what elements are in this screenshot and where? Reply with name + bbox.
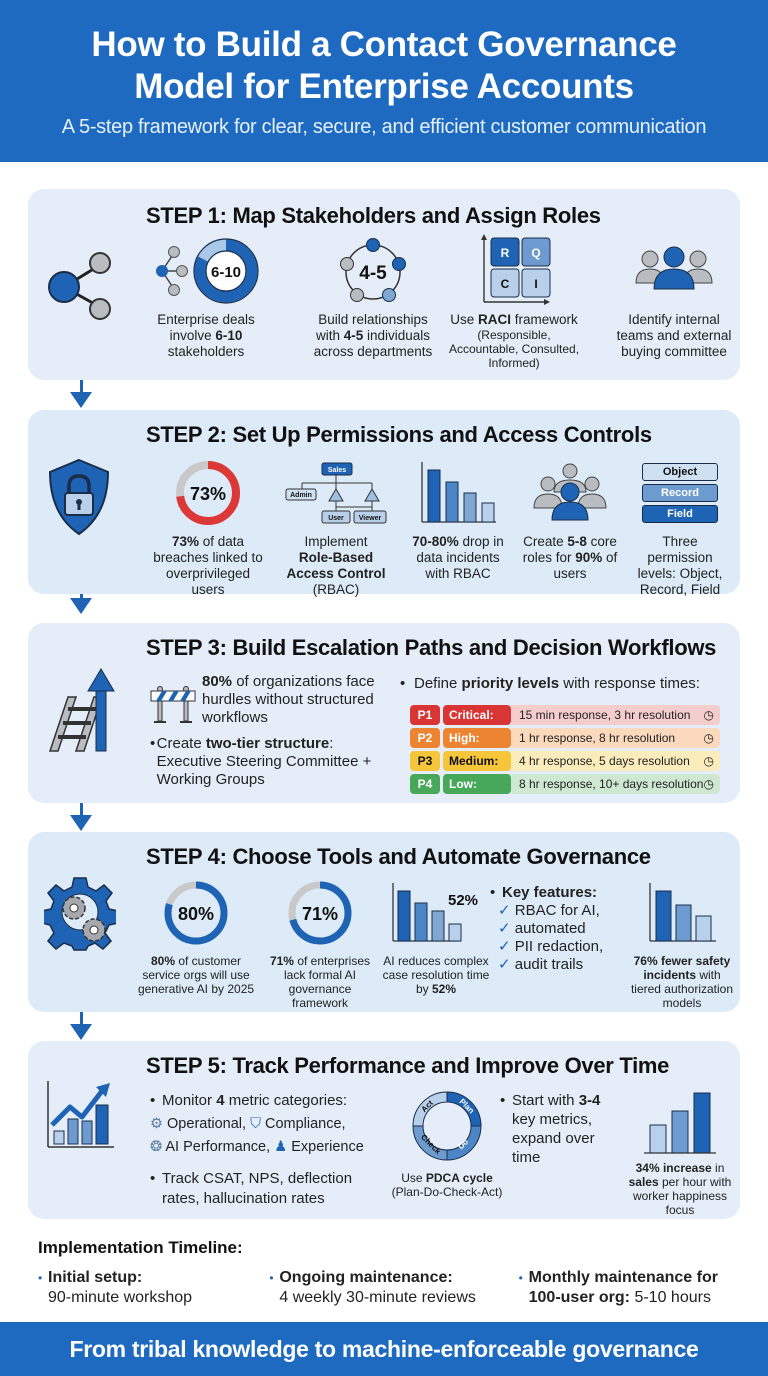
buying-committee-caption: Identify internal teams and external buying committee [616, 312, 732, 359]
title-line-1: How to Build a Contact Governance [91, 25, 677, 64]
priority-table [410, 705, 720, 797]
level-record: Record [642, 484, 718, 502]
step-2-card [28, 410, 740, 597]
donut-73-icon [174, 459, 242, 527]
level-object: Object [642, 463, 718, 481]
declining-bars-icon [418, 460, 498, 526]
svg-text:Sales: Sales [327, 467, 347, 474]
incident-drop-caption: 70-80% drop in data incidents with RBAC [412, 534, 504, 581]
category-row: ⚙ Operational, ⛉ Compliance, [150, 1116, 346, 1132]
step-1-title: STEP 1: Map Stakeholders and Assign Roles [146, 203, 601, 228]
hurdles-text: 80% of organizations face hurdles without structured workflows [202, 673, 375, 726]
priority-level: High: [443, 728, 511, 748]
level-field: Field [642, 505, 718, 523]
svg-text:Admin: Admin [290, 492, 312, 499]
arrow-down-icon [70, 815, 92, 831]
timeline-item-setup: • Initial setup: 90-minute workshop [38, 1269, 193, 1306]
svg-text:R: R [500, 246, 510, 260]
safety-incidents-stat [628, 878, 736, 1010]
clock-icon: ◷ [703, 731, 714, 745]
rbac-stat [274, 458, 398, 598]
svg-text:73%: 73% [189, 484, 227, 504]
priority-row-p4 [410, 774, 720, 794]
pdca-cycle [382, 1083, 512, 1199]
timeline-item-monthly: • Monthly maintenance for 100-user org: 5-10 hours [518, 1269, 718, 1306]
people-group-icon [634, 245, 714, 295]
user-roles-icon [532, 462, 608, 524]
title-line-2: Model for Enterprise Accounts [134, 67, 634, 106]
relationships-caption: Build relationships with 4-5 individuals across departments [313, 312, 433, 359]
stakeholder-ring-icon [150, 235, 262, 305]
svg-text:Plan: Plan [457, 1097, 476, 1116]
priority-code: P1 [410, 705, 440, 725]
core-roles-stat [520, 458, 620, 582]
org-chart-icon [284, 461, 388, 525]
svg-text:71%: 71% [301, 904, 339, 924]
arrow-down-icon [70, 598, 92, 614]
svg-text:Q: Q [531, 246, 541, 260]
priority-desc: 4 hr response, 5 days resolution ◷ [511, 751, 720, 771]
incident-drop-stat [408, 458, 508, 582]
safety-incidents-caption: 76% fewer safety incidents with tiered authorization models [630, 954, 734, 1010]
timeline-item-ongoing: • Ongoing maintenance: 4 weekly 30-minute reviews [269, 1269, 476, 1306]
two-tier-bullet: • Create two-tier structure: Executive Steering Committee + Working Groups [150, 735, 372, 788]
step-4-title: STEP 4: Choose Tools and Automate Governance [146, 844, 651, 869]
priority-row-p1 [410, 705, 720, 725]
priority-level: Critical: [443, 705, 511, 725]
ladder-arrow-icon [46, 667, 118, 758]
start-metrics-bullet: • Start with 3-4 key metrics, expand over time [500, 1092, 601, 1166]
growth-chart-icon [44, 1079, 116, 1154]
svg-text:Do: Do [456, 1137, 471, 1152]
implementation-timeline [38, 1238, 738, 1308]
timeline-title: Implementation Timeline: [38, 1238, 243, 1257]
stakeholders-stat [146, 234, 266, 360]
gears-icon [44, 876, 116, 957]
arrow-down-icon [70, 1024, 92, 1040]
share-network-icon [42, 241, 122, 326]
priority-level: Low: [443, 774, 511, 794]
raci-matrix-icon [474, 234, 554, 306]
ai-governance-stat [260, 878, 380, 1010]
shield-check-icon: ⛉ [250, 1116, 261, 1132]
safety-bars-icon [646, 881, 718, 945]
step-1-card [28, 189, 740, 380]
priority-code: P3 [410, 751, 440, 771]
breaches-caption: 73% of data breaches linked to overprivileged users [153, 534, 263, 597]
core-roles-caption: Create 5-8 core roles for 90% of users [522, 534, 618, 581]
permission-levels-stat [628, 458, 732, 598]
feature-item: ✓ RBAC for AI, [498, 902, 600, 919]
page-subtitle: A 5-step framework for clear, secure, and efficient customer communication [61, 116, 707, 138]
priority-desc: 8 hr response, 10+ days resolution ◷ [511, 774, 720, 794]
monitor-bullet: • Monitor 4 metric categories: [150, 1092, 348, 1109]
key-features-heading: • Key features: [490, 884, 598, 901]
clock-icon: ◷ [703, 708, 714, 722]
key-features-list [490, 884, 640, 974]
pdca-caption: Use PDCA cycle (Plan-Do-Check-Act) [391, 1171, 503, 1199]
footer-banner: From tribal knowledge to machine-enforceable governance [0, 1322, 768, 1376]
check-icon: ✓ [498, 938, 511, 955]
priority-desc: 15 min response, 3 hr resolution ◷ [511, 705, 720, 725]
svg-text:52%: 52% [447, 892, 479, 909]
priority-code: P2 [410, 728, 440, 748]
svg-text:6-10: 6-10 [210, 264, 242, 281]
category-row: ❂ AI Performance, ♟ Experience [150, 1139, 364, 1155]
donut-71-icon [286, 879, 354, 947]
step-4-card [28, 832, 740, 1012]
priority-row-p2 [410, 728, 720, 748]
donut-80-icon [162, 879, 230, 947]
svg-text:Viewer: Viewer [358, 515, 382, 522]
pdca-cycle-icon [407, 1086, 487, 1166]
brain-icon: ❂ [150, 1139, 163, 1155]
track-bullet: • Track CSAT, NPS, deflection rates, hallucination rates [150, 1170, 353, 1207]
clock-icon: ◷ [703, 777, 714, 791]
feature-item: ✓ audit trails [498, 956, 584, 973]
priority-level: Medium: [443, 751, 511, 771]
priority-desc: 1 hr response, 8 hr resolution ◷ [511, 728, 720, 748]
feature-item: ✓ PII redaction, [498, 938, 604, 955]
page-title [0, 0, 768, 108]
step-5-title: STEP 5: Track Performance and Improve Over Time [146, 1053, 670, 1078]
step-3-title: STEP 3: Build Escalation Paths and Decision Workflows [146, 635, 717, 660]
pentagon-network-icon [335, 235, 411, 305]
barrier-icon [150, 683, 196, 723]
shield-lock-icon [46, 458, 112, 543]
step-3-card [28, 623, 740, 803]
step-2-title: STEP 2: Set Up Permissions and Access Controls [146, 422, 652, 447]
priority-code: P4 [410, 774, 440, 794]
svg-text:Check: Check [419, 1132, 443, 1156]
check-icon: ✓ [498, 902, 511, 919]
feature-item: ✓ automated [498, 920, 586, 937]
genai-adoption-caption: 80% of customer service orgs will use generative AI by 2025 [137, 954, 255, 996]
person-icon: ♟ [274, 1139, 288, 1155]
stakeholders-caption: Enterprise deals involve 6-10 stakeholders [157, 312, 255, 359]
ai-governance-caption: 71% of enterprises lack formal AI governance framework [269, 954, 371, 1010]
raci-stat [443, 234, 585, 370]
metric-categories [150, 1091, 390, 1209]
rising-bars-icon [640, 1091, 720, 1155]
svg-text:80%: 80% [177, 904, 215, 924]
raci-subcaption: (Responsible, Accountable, Consulted, Informed) [448, 328, 580, 370]
permission-levels-caption: Three permission levels: Object, Record, Field [637, 534, 723, 597]
priority-row-p3 [410, 751, 720, 771]
gear-icon: ⚙ [150, 1116, 163, 1132]
sales-increase-caption: 34% increase in sales per hour with worker happiness focus [628, 1161, 732, 1217]
svg-text:C: C [500, 277, 510, 291]
step-5-card [28, 1041, 740, 1219]
resolution-time-stat [380, 878, 492, 996]
resolution-time-caption: AI reduces complex case resolution time by 52% [382, 954, 490, 996]
rbac-caption: Implement Role-Based Access Control (RBAC) [286, 534, 386, 597]
check-icon: ✓ [498, 920, 511, 937]
relationships-stat [308, 234, 438, 360]
priority-intro: • Define priority levels with response times: [400, 675, 700, 692]
sales-increase-stat [624, 1087, 736, 1217]
genai-adoption-stat [136, 878, 256, 996]
svg-text:4-5: 4-5 [359, 263, 387, 284]
check-icon: ✓ [498, 956, 511, 973]
header-banner [0, 0, 768, 162]
clock-icon: ◷ [703, 754, 714, 768]
arrow-down-icon [70, 392, 92, 408]
workflow-hurdles [150, 673, 398, 789]
breaches-stat [148, 458, 268, 598]
svg-text:I: I [534, 277, 538, 291]
svg-text:Act: Act [419, 1098, 435, 1114]
raci-caption: Use RACI framework [450, 312, 578, 327]
buying-committee-stat [616, 234, 732, 360]
resolution-bars-icon [389, 881, 483, 945]
svg-text:User: User [328, 515, 344, 522]
